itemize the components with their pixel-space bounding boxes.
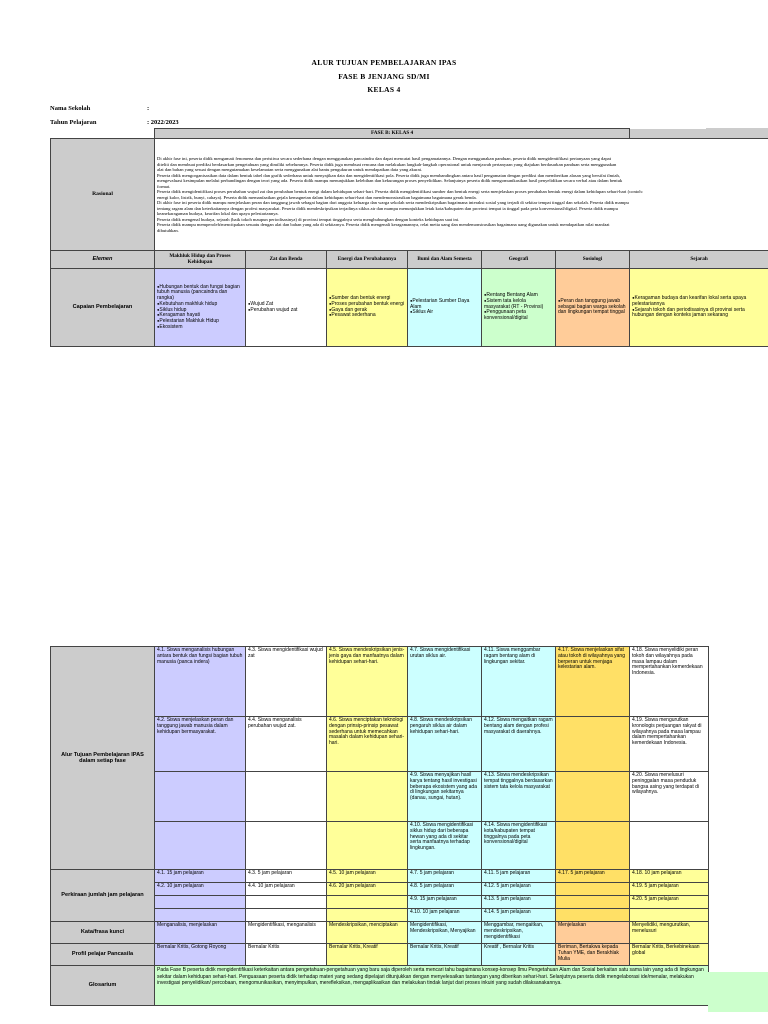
jam-cell: 4.9. 15 jam pelajaran — [408, 896, 482, 909]
profil-cell: Kreatif , Bernalar Kritis — [482, 944, 556, 966]
rasional-text — [155, 139, 768, 251]
jam-cell — [155, 909, 246, 922]
kata-cell: Menggambar, mengaitkan, mendeskripsikan, mengidentifikasi — [482, 922, 556, 944]
rasional-line: Di akhir fase ini peserta didik mampu menjelaskan peran dan tanggung jawab sebagai bagian dari anggota keluarga dan warga sekolah serta mendeskripsikan bagaimana interaksi sosial yang terjadi di sekitar tempat tinggal dan sekolah. Peserta didik mampu — [157, 200, 629, 205]
elemen-header-sejarah: Sejarah — [630, 251, 768, 269]
jam-cell: 4.17. 5 jam pelajaran — [556, 870, 630, 883]
jam-cell: 4.10. 10 jam pelajaran — [408, 909, 482, 922]
atp-cell — [556, 772, 630, 822]
kata-cell: Menganalisis, menjelaskan — [155, 922, 246, 944]
profil-cell: Bernalar Kritis, Gotong Royong — [155, 944, 246, 966]
capaian-item: ● Wujud Zat — [248, 302, 324, 308]
doc-class: KELAS 4 — [367, 85, 401, 94]
jam-cell: 4.7. 5 jam pelajaran — [408, 870, 482, 883]
top-table — [50, 128, 768, 347]
rasional-line: format. — [157, 183, 171, 189]
capaian-label: Capaian Pembelajaran — [51, 269, 155, 347]
capaian-cell — [482, 269, 556, 347]
jam-cell: 4.11. 5 jam pelajaran — [482, 870, 556, 883]
kata-cell: Menyelidiki, mengurutkan, menelusuri — [630, 922, 709, 944]
jam-cell: 4.4. 10 jam pelajaran — [246, 883, 327, 896]
capaian-item: ● Rentang Bentang Alam — [484, 293, 553, 299]
jam-cell: 4.19. 5 jam pelajaran — [630, 883, 709, 896]
rasional-line: Peserta didik mengorganisasikan data dalam bentuk tabel dan grafik sederhana untuk menyajikan data dan mengidentifikasi pola. Peserta didik juga membandingkan antara hasil pengamatan dengan prediksi dan memberikan alasan yang bersifat ilmiah, — [157, 172, 620, 178]
atp-cell: 4.5. Siswa mendeskripsikan jenis-jenis gaya dan manfaatnya dalam kehidupan sehari-hari. — [327, 647, 408, 717]
atp-cell: 4.7. Siswa mengidentifikasi urutan siklus air. — [408, 647, 482, 717]
atp-cell — [556, 717, 630, 772]
atp-cell — [246, 772, 327, 822]
jam-cell — [556, 909, 630, 922]
capaian-item: ● Keragaman budaya dan kearifan lokal serta upaya pelestariannya — [632, 296, 766, 308]
capaian-item: ● Kebutuhan makhluk hidup — [157, 302, 243, 308]
atp-cell: 4.17. Siswa menjelaskan sifat atau tokoh di wilayahnya yang berperan untuk menjaga kelestarian alam. — [556, 647, 630, 717]
capaian-item: ● Keragaman hayati — [157, 313, 243, 319]
kata-cell: Mengidentifikasi, Mendeskripsikan, Menyajikan — [408, 922, 482, 944]
jam-cell: 4.3. 5 jam pelajaran — [246, 870, 327, 883]
jam-cell — [155, 896, 246, 909]
rasional-line: tentang ragam alam dan keterkaitannya dengan profesi masyarakat. Peserta didik mendeskripsikan terjadinya siklus air dan mampu menunjukkan letak kota/kabupaten dan provinsi tempat ia tinggal pada peta konvensional/digital. Peserta didik mampu — [157, 205, 618, 211]
jam-cell — [556, 896, 630, 909]
atp-cell: 4.4. Siswa menganalisis perubahan wujud zat. — [246, 717, 327, 772]
year-label: Tahun Pelajaran — [50, 119, 97, 126]
kata-cell: Mendeskripsikan, menciptakan — [327, 922, 408, 944]
jam-cell — [630, 909, 709, 922]
rasional-line: diteliti dan membuat prediksi berdasarkan pengetahuan yang dimiliki sebelumnya. Peserta didik juga membuat rencana dan melakukan langkah-langkah operasional untuk menjawab pertanyaan yang diajukan berdasarkan panduan serta menggunakan — [157, 161, 617, 167]
school-value: : — [147, 105, 150, 112]
elemen-label: Elemen — [51, 251, 155, 269]
elemen-header-makhluk: Makhluk Hidup dan Proses Kehidupan — [155, 251, 246, 269]
year-row — [50, 119, 179, 126]
atp-cell: 4.12. Siswa mengaitkan ragam bentang alam dengan profesi masyarakat di daerahnya. — [482, 717, 556, 772]
capaian-item: ● Sejarah tokoh dan periodisasinya di provinsi serta hubungan dengan konteks jaman sekarang — [632, 308, 766, 320]
jam-label: Perkiraan jumlah jam pelajaran — [51, 870, 155, 922]
atp-cell: 4.11. Siswa menggambar ragam bentang alam di lingkungan sekitar. — [482, 647, 556, 717]
rasional-line: mengevaluasi kesimpulan melalui perbandingan dengan teori yang ada. Peserta didik mampu menunjukkan kelebihan dan kekurangan proses penyelidikan. Selanjutnya peserta didik mengomunikasikan hasil penyelidikan secara verbal atau dalam bentuk — [157, 178, 623, 183]
jam-cell: 4.5. 10 jam pelajaran — [327, 870, 408, 883]
capaian-cell — [327, 269, 408, 347]
capaian-cell — [246, 269, 327, 347]
atp-cell: 4.13. Siswa mendeskripsikan tempat tinggalnya berdasarkan sistem tata kelola masyarakat — [482, 772, 556, 822]
atp-cell: 4.20. Siswa menelusuri peninggalan masa penduduk bangsa asing yang terdapat di wilayahnya. — [630, 772, 709, 822]
year-value: : 2022/2023 — [147, 119, 179, 126]
capaian-cell — [556, 269, 630, 347]
elemen-header-energi: Energi dan Perubahannya — [327, 251, 408, 269]
jam-cell: 4.13. 5 jam pelajaran — [482, 896, 556, 909]
jam-cell — [556, 883, 630, 896]
glosarium-extension — [708, 972, 768, 1012]
profil-cell: Bernalar Kritis — [246, 944, 327, 966]
rasional-line: Peserta didik mampu memperoleh/mencitpakan sesuatu dengan alat dan bahan yang ada di sekitarnya. Peserta didik mengenali keragamannya, relat metta uang dan mendemonstrasikan bagaimana uang digunakan untuk mendapatkan nilai manfaat — [157, 222, 610, 227]
capaian-item: ● Pelestarian Sumber Daya Alam — [410, 299, 479, 311]
jam-cell — [327, 909, 408, 922]
capaian-item: ● Siklus Air — [410, 310, 479, 316]
capaian-item: ● Pelestarian Makhluk Hidup — [157, 319, 243, 325]
capaian-item: ● Proses perubahan bentuk energi — [329, 302, 405, 308]
capaian-item: ● Hubungan bentuk dan fungsi bagian tubuh manusia (pancaindra dan rangka) — [157, 285, 243, 302]
atp-cell: 4.8. Siswa mendeskripsikan pengaruh siklus air dalam kehidupan sehari-hari. — [408, 717, 482, 772]
capaian-item: ● Sistem tata kelola masyarakat (RT - Provinsi) — [484, 299, 553, 311]
jam-cell: 4.18. 10 jam pelajaran — [630, 870, 709, 883]
atp-cell: 4.19. Siswa mengurutkan kronologis perjuangan rakyat di wilayahnya pada masa lampau dalam mempertahankan kemerdekaan Indonesia. — [630, 717, 709, 772]
rasional-line: Peserta didik mengidentifikasi proses perubahan wujud zat dan perubahan bentuk energi dalam kehidupan sehari-hari. Peserta didik mengidentifikasi sumber dan bentuk energi serta menjelaskan proses perubahan bentuk energi dalam kehidupan sehari-hari (contoh: — [157, 189, 643, 194]
atp-label: Alur Tujuan Pembelajaran IPAS dalam setiap fase — [51, 647, 155, 870]
capaian-item: ● Penggunaan peta konvensional/digital — [484, 310, 553, 322]
capaian-item: ● Sumber dan bentuk energi — [329, 296, 405, 302]
jam-cell: 4.2. 10 jam pelajaran — [155, 883, 246, 896]
atp-cell: 4.10. Siswa mengidentifikasi siklus hidup dari beberapa hewan yang ada di sekitar serta manfaatnya terhadap lingkungan. — [408, 822, 482, 870]
atp-cell: 4.6. Siswa menciptakan teknologi dengan prinsip-prinsip pesawat sederhana untuk memecahkan masalah dalam kehidupan sehari-hari. — [327, 717, 408, 772]
atp-cell — [155, 822, 246, 870]
profil-label: Profil pelajar Pancasila — [51, 944, 155, 966]
elemen-header-geografi: Geografi — [482, 251, 556, 269]
glosarium-text: Pada Fase B peserta didik mengidentifikasi keterkaitan antara pengetahuan-pengetahuan yang baru saja diperoleh serta mencari tahu bagaimana konsep-konsep Ilmu Pengetahuan Alam dan Sosial berkaitan satu sama lain yang ada di lingkungan sekitar dalam kehidupan sehari-hari. Penguasaan peserta didik terhadap materi yang sedang dipelajari ditunjukkan dengan menyelesaikan tantangan yang diberikan sehari-hari. Selanjutnya peserta didik mengelaborasi ide/menalar, melakukan investigasi penyelidikan/ percobaan, mengomunikasikan, menyimpulkan, merefleksikan, mengaplikasikan dan melakukan tindak lanjut dari proses inkuiri yang sudah dilaksanakannya. — [155, 966, 709, 1006]
atp-cell: 4.9. Siswa menyajikan hasil karya tentang hasil investigasi beberapa ekosistem yang ada di lingkungan sekitarnya (danau, sungai, hutan). — [408, 772, 482, 822]
capaian-cell — [155, 269, 246, 347]
rasional-line: Di akhir fase ini, peserta didik mengamati fenomena dan peristiwa secara sederhana dengan menggunakan pancaindra dan dapat mencatat hasil pengamatannya. Dengan menggunakan panduan, peserta didik mengidentifikasi pertanyaan yang dapat — [157, 156, 611, 161]
atp-cell — [246, 822, 327, 870]
capaian-item: ● Peran dan tanggung jawab sebagai bagian warga sekolah dan lingkungan tempat tinggal — [558, 299, 627, 316]
profil-cell: Bernalar Kritis, Kreatif — [408, 944, 482, 966]
capaian-item: ● Siklus hidup — [157, 308, 243, 314]
bottom-table — [50, 646, 709, 1006]
glosarium-label: Glosarium — [51, 966, 155, 1006]
jam-cell: 4.8. 5 jam pelajaran — [408, 883, 482, 896]
fase-header: FASE B: KELAS 4 — [155, 129, 630, 139]
capaian-item: ● Perubahan wujud zat — [248, 308, 324, 314]
atp-cell — [327, 772, 408, 822]
atp-cell: 4.1. Siswa menganalisis hubungan antara bentuk dan fungsi bagian tubuh manusia (panca indera) — [155, 647, 246, 717]
atp-cell: 4.2. Siswa menjelaskan peran dan tanggung jawab manusia dalam kehidupan bermasyarakat. — [155, 717, 246, 772]
atp-cell — [556, 822, 630, 870]
elemen-header-zat: Zat dan Benda — [246, 251, 327, 269]
atp-cell — [155, 772, 246, 822]
atp-cell — [327, 822, 408, 870]
doc-title: ALUR TUJUAN PEMBELAJARAN IPAS — [311, 58, 457, 67]
school-label: Nama Sekolah — [50, 105, 91, 112]
school-row — [50, 105, 149, 112]
kata-label: Kata/frasa kunci — [51, 922, 155, 944]
profil-cell: Beriman, Bertakwa kepada Tuhan YME, dan Berakhlak Mulia — [556, 944, 630, 966]
rasional-label: Rasional — [51, 139, 155, 251]
capaian-item: ● Pesawat sederhana — [329, 313, 405, 319]
capaian-cell — [630, 269, 768, 347]
jam-cell — [246, 909, 327, 922]
jam-cell: 4.14. 5 jam pelajaran — [482, 909, 556, 922]
elemen-header-sosiologi: Sosiologi — [556, 251, 630, 269]
jam-cell: 4.1. 15 jam pelajaran — [155, 870, 246, 883]
profil-cell: Bernalar Kritis, Kreatif — [327, 944, 408, 966]
rasional-line: keanekaragaman budaya, kearifan lokal dan upaya pelestariannya. — [157, 211, 279, 216]
jam-cell — [327, 896, 408, 909]
atp-cell: 4.14. Siswa mengidentifikasi kota/kabupaten tempat tinggalnya pada peta konvensional/digital — [482, 822, 556, 870]
kata-cell: Mengidentifikasi, menganalisis — [246, 922, 327, 944]
capaian-item: ● Ekosistem — [157, 325, 243, 331]
capaian-cell — [408, 269, 482, 347]
jam-cell: 4.20. 5 jam pelajaran — [630, 896, 709, 909]
rasional-line: Peserta didik mengenal budaya, sejarah (baik tokoh maupun periodisasinya) di provinsi tempat tinggalnya serta menghubungkan dengan konteks kehidupan saat ini. — [157, 216, 460, 222]
atp-cell: 4.3. Siswa mengidentifikasi wujud zat — [246, 647, 327, 717]
rasional-line: energi kalor, listrik, bunyi, cahaya). Peserta didik memanfaatkan gejala kemagnetan dalam kehidupan sehari-hari dan mendemonstrasikan bagaimana bagaimana gerak benda. — [157, 194, 477, 200]
rasional-line: alat dan bahan yang sesuai dengan mengutamakan keselamatan serta menggunakan alat bantu pengukuran untuk mendapatkan data yang akurat. — [157, 167, 423, 172]
jam-cell: 4.6. 20 jam pelajaran — [327, 883, 408, 896]
kata-cell: Menjelaskan — [556, 922, 630, 944]
jam-cell: 4.12. 5 jam pelajaran — [482, 883, 556, 896]
doc-subtitle: FASE B JENJANG SD/MI — [338, 72, 430, 81]
elemen-header-bumi: Bumi dan Alam Semesta — [408, 251, 482, 269]
capaian-item: ● Gaya dan gerak — [329, 308, 405, 314]
rasional-line: dibutuhkan. — [157, 227, 179, 233]
profil-cell: Bernalar Kritis, Berkebinekaan global — [630, 944, 709, 966]
jam-cell — [246, 896, 327, 909]
atp-cell: 4.18. Siswa menyelidiki peran tokoh dan wilayahnya pada masa lampau dalam mempertahankan kemerdekaan Indonesia. — [630, 647, 709, 717]
atp-cell — [630, 822, 709, 870]
